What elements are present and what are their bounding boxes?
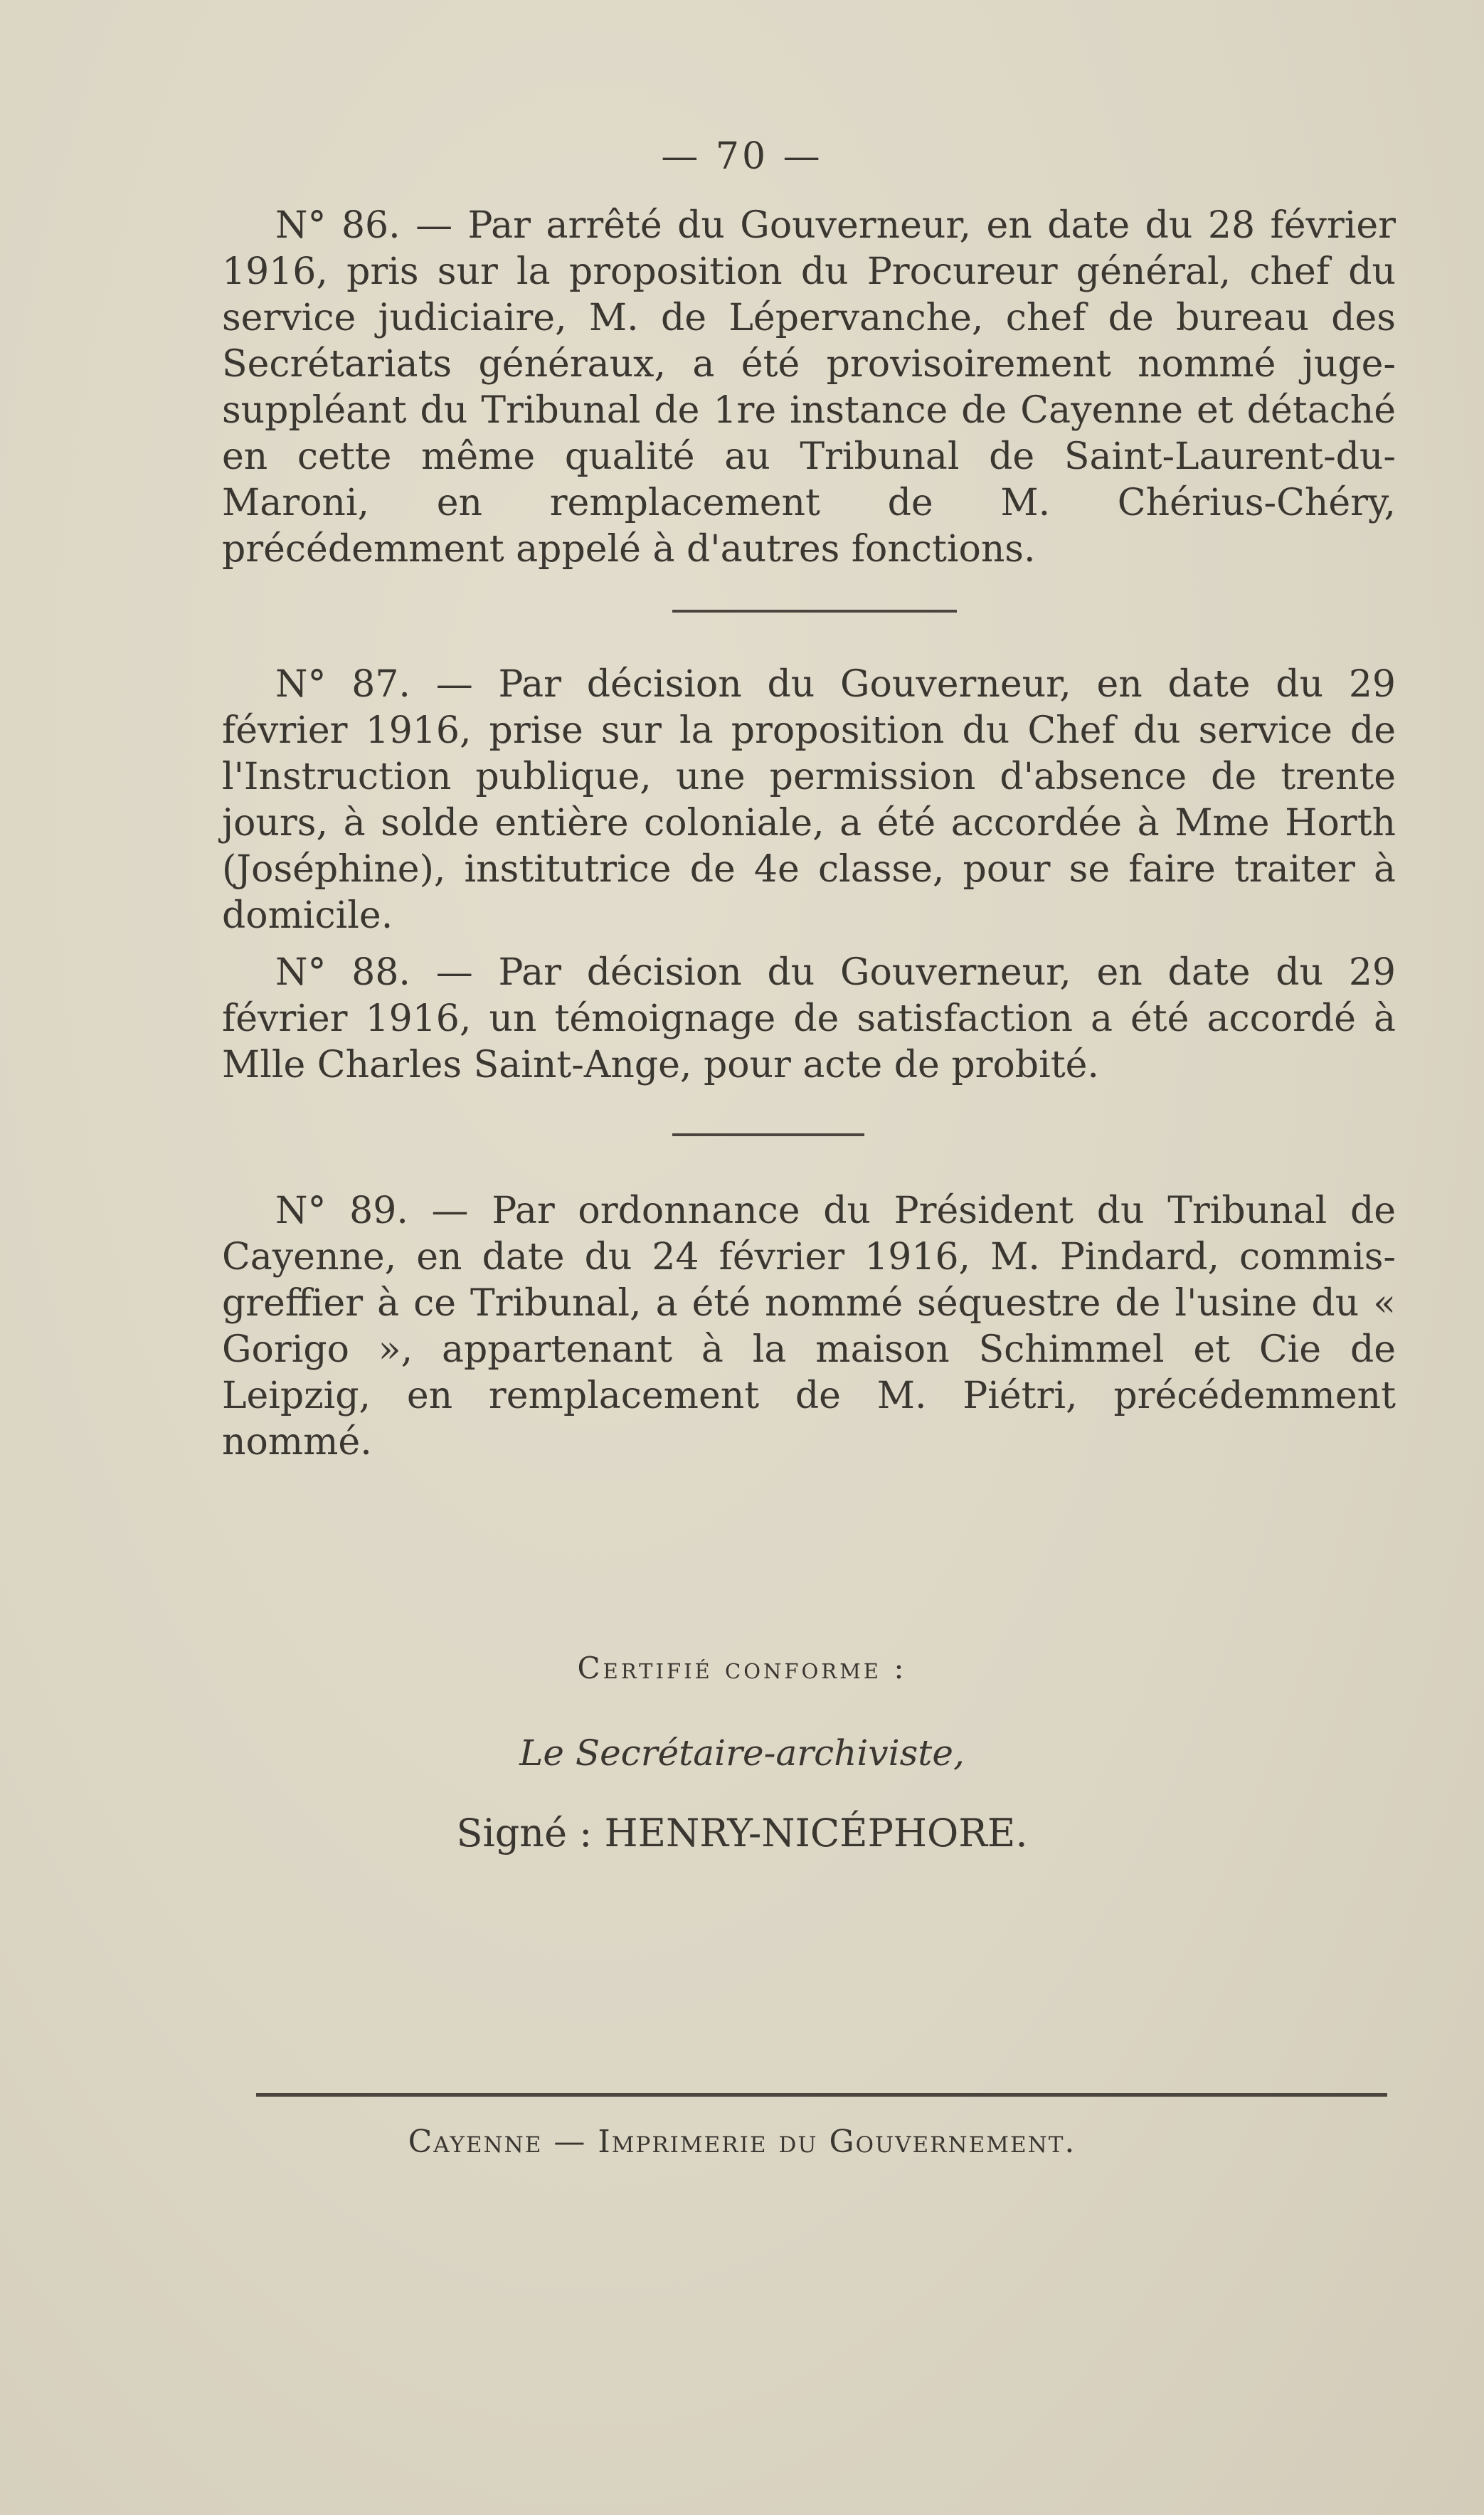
entry-86-text: N° 86. — Par arrêté du Gouverneur, en date du 28 février 1916, pris sur la proposition du Procureur général, chef du service judiciaire, M. de Lépervanche, chef de bureau des Secrétariats généraux, a été provisoirement nommé juge-suppléant du Tribunal de 1re instance de Cayenne et détaché en cette même qualité au Tribunal de Saint-Laurent-du-Maroni, en remplacement de M. Chérius-Chéry, précédemment appelé à d'autres fonctions.: [222, 204, 1396, 571]
footer-rule: [256, 2093, 1387, 2097]
certification-role: Le Secrétaire-archiviste,: [519, 1732, 965, 1774]
separator-rule: [672, 610, 957, 613]
entry-89-text: N° 89. — Par ordonnance du Président du Tribunal de Cayenne, en date du 24 février 1916, M. Pindard, commis-greffier à ce Tribunal, a été nommé séquestre de l'usine du « Gorigo », appartenant à la maison Schimmel et Cie de Leipzig, en remplacement de M. Piétri, précédemment nommé.: [222, 1190, 1396, 1463]
entry-88: [222, 950, 1396, 1089]
entry-89: [222, 1188, 1396, 1466]
entry-88-text: N° 88. — Par décision du Gouverneur, en date du 29 février 1916, un témoignage de satisfaction a été accordé à Mlle Charles Saint-Ange, pour acte de probité.: [222, 951, 1396, 1086]
page-number: — 70 —: [661, 135, 823, 178]
entry-86: [222, 203, 1396, 573]
separator-rule: [672, 1133, 864, 1136]
entry-87-text: N° 87. — Par décision du Gouverneur, en date du 29 février 1916, prise sur la proposition du Chef du service de l'Instruction publique, une permission d'absence de trente jours, à solde entière coloniale, a été accordée à Mme Horth (Joséphine), institutrice de 4e classe, pour se faire traiter à domicile.: [222, 663, 1396, 937]
entry-87: [222, 662, 1396, 939]
certification-signature: Signé : HENRY-NICÉPHORE.: [456, 1811, 1028, 1855]
certification-title: Certifié conforme :: [577, 1651, 907, 1685]
printer-footer: Cayenne — Imprimerie du Gouvernement.: [408, 2124, 1076, 2160]
